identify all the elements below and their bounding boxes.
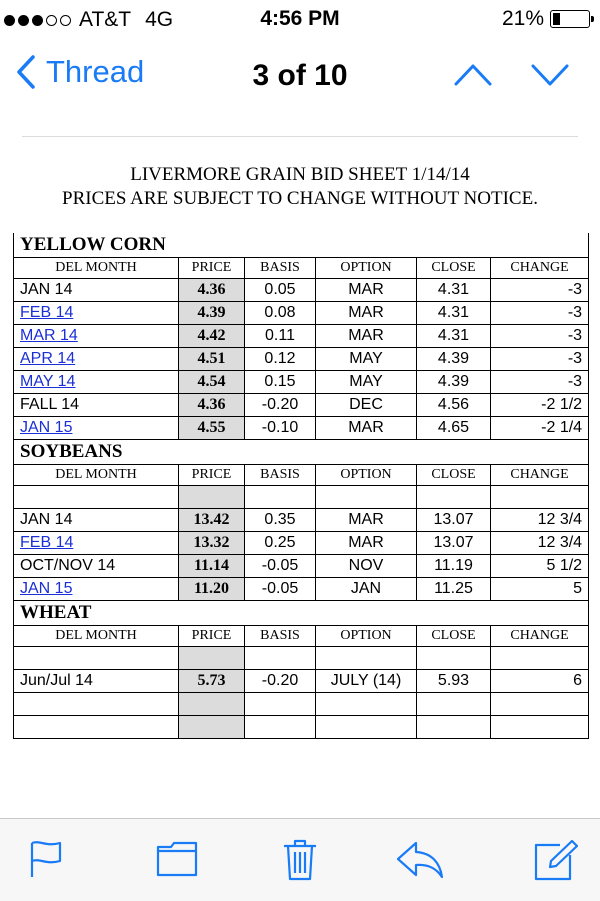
table-row (14, 348, 589, 371)
column-header-month: DEL MONTH (14, 465, 179, 486)
cell-basis: -0.05 (245, 555, 316, 578)
cell-change: -3 (491, 371, 589, 394)
month-link[interactable]: JAN 15 (20, 580, 73, 597)
cell-basis (245, 716, 316, 739)
cell-close (417, 647, 491, 670)
cell-basis: -0.10 (245, 417, 316, 440)
column-header-month: DEL MONTH (14, 626, 179, 647)
column-header-option: OPTION (316, 465, 417, 486)
next-message-button[interactable] (530, 62, 570, 93)
battery-icon (550, 10, 590, 28)
column-header-row (14, 626, 589, 647)
cell-close: 11.19 (417, 555, 491, 578)
cell-change (491, 647, 589, 670)
cell-close: 4.31 (417, 302, 491, 325)
month-link[interactable]: MAY 14 (20, 373, 76, 390)
table-row (14, 371, 589, 394)
compose-icon (534, 839, 578, 881)
cell-close: 11.25 (417, 578, 491, 601)
cell-month (14, 302, 179, 325)
cell-price: 4.39 (179, 302, 245, 325)
cell-close: 13.07 (417, 509, 491, 532)
table-row (14, 394, 589, 417)
page-title: 3 of 10 (252, 59, 348, 92)
table-row (14, 670, 589, 693)
cell-basis: -0.20 (245, 394, 316, 417)
month-link[interactable]: FEB 14 (20, 304, 74, 321)
previous-message-button[interactable] (453, 62, 493, 93)
column-header-change: CHANGE (491, 258, 589, 279)
cell-price: 4.42 (179, 325, 245, 348)
table-row (14, 325, 589, 348)
cell-basis (245, 693, 316, 716)
document-title: LIVERMORE GRAIN BID SHEET 1/14/14 (130, 164, 470, 185)
cell-month: JAN 14 (14, 509, 179, 532)
cell-month (14, 716, 179, 739)
cell-month: OCT/NOV 14 (14, 555, 179, 578)
cell-option: MAY (316, 348, 417, 371)
carrier-label: AT&T (79, 8, 132, 31)
cell-price (179, 693, 245, 716)
cell-month (14, 532, 179, 555)
table-row (14, 555, 589, 578)
cell-month (14, 371, 179, 394)
table-row (14, 693, 589, 716)
cell-change: -3 (491, 325, 589, 348)
cell-option: MAR (316, 509, 417, 532)
cell-close (417, 716, 491, 739)
table-row (14, 509, 589, 532)
column-header-row (14, 258, 589, 279)
cell-month (14, 647, 179, 670)
column-header-month: DEL MONTH (14, 258, 179, 279)
column-header-price: PRICE (179, 626, 245, 647)
column-header-change: CHANGE (491, 626, 589, 647)
table-row (14, 532, 589, 555)
cell-basis: 0.08 (245, 302, 316, 325)
cell-basis: -0.20 (245, 670, 316, 693)
bottom-toolbar (0, 818, 600, 901)
reply-button[interactable] (396, 839, 444, 884)
cell-price: 11.14 (179, 555, 245, 578)
cell-price: 5.73 (179, 670, 245, 693)
cell-change: 5 (491, 578, 589, 601)
cell-change: -3 (491, 348, 589, 371)
cell-basis: 0.05 (245, 279, 316, 302)
column-header-basis: BASIS (245, 626, 316, 647)
back-label: Thread (46, 54, 145, 89)
cell-change (491, 693, 589, 716)
column-header-option: OPTION (316, 258, 417, 279)
cell-month (14, 325, 179, 348)
section-header (14, 601, 589, 626)
column-header-basis: BASIS (245, 465, 316, 486)
section-header (14, 233, 589, 258)
table-row (14, 647, 589, 670)
cell-option: MAR (316, 279, 417, 302)
cell-close: 4.39 (417, 348, 491, 371)
section-title: WHEAT (14, 601, 589, 626)
cell-basis (245, 486, 316, 509)
trash-icon (282, 839, 318, 881)
grain-bid-table (13, 233, 589, 739)
month-link[interactable]: JAN 15 (20, 419, 73, 436)
table-row (14, 302, 589, 325)
cell-price: 13.32 (179, 532, 245, 555)
cell-close: 13.07 (417, 532, 491, 555)
cell-change: 12 3/4 (491, 509, 589, 532)
chevron-up-icon (453, 62, 493, 88)
table-row (14, 578, 589, 601)
section-title: SOYBEANS (14, 440, 589, 465)
column-header-price: PRICE (179, 258, 245, 279)
cell-option (316, 486, 417, 509)
column-header-basis: BASIS (245, 258, 316, 279)
month-link[interactable]: FEB 14 (20, 534, 74, 551)
cell-basis: -0.05 (245, 578, 316, 601)
delete-button[interactable] (282, 839, 318, 886)
cell-change: 12 3/4 (491, 532, 589, 555)
cell-month: Jun/Jul 14 (14, 670, 179, 693)
cell-price (179, 486, 245, 509)
table-row (14, 279, 589, 302)
navigation-bar (0, 38, 600, 122)
cell-option: MAR (316, 417, 417, 440)
flag-icon (28, 839, 64, 879)
cell-option: MAR (316, 532, 417, 555)
status-bar (0, 0, 600, 38)
month-link[interactable]: APR 14 (20, 350, 76, 367)
cell-close: 4.31 (417, 279, 491, 302)
compose-button[interactable] (534, 839, 578, 886)
cell-month (14, 486, 179, 509)
cell-price (179, 647, 245, 670)
cell-month (14, 417, 179, 440)
cell-option: MAR (316, 302, 417, 325)
table-row (14, 417, 589, 440)
cell-change: -3 (491, 302, 589, 325)
cell-option: DEC (316, 394, 417, 417)
cell-month: JAN 14 (14, 279, 179, 302)
network-label: 4G (145, 8, 174, 31)
cell-price (179, 716, 245, 739)
cell-price: 11.20 (179, 578, 245, 601)
table-row (14, 486, 589, 509)
cell-price: 13.42 (179, 509, 245, 532)
attachment-document (0, 124, 600, 814)
column-header-close: CLOSE (417, 258, 491, 279)
cell-close: 5.93 (417, 670, 491, 693)
cell-change: -2 1/2 (491, 394, 589, 417)
cell-option (316, 716, 417, 739)
cell-change: 5 1/2 (491, 555, 589, 578)
cell-option: NOV (316, 555, 417, 578)
move-to-folder-button[interactable] (156, 839, 198, 884)
cell-close: 4.31 (417, 325, 491, 348)
cell-option: JULY (14) (316, 670, 417, 693)
cell-option: JAN (316, 578, 417, 601)
cell-close: 4.56 (417, 394, 491, 417)
cell-price: 4.36 (179, 279, 245, 302)
cell-close (417, 693, 491, 716)
cell-price: 4.54 (179, 371, 245, 394)
document-notice: PRICES ARE SUBJECT TO CHANGE WITHOUT NOTICE. (62, 188, 538, 209)
cell-close (417, 486, 491, 509)
reply-icon (396, 839, 444, 879)
cell-price: 4.55 (179, 417, 245, 440)
cell-option: MAR (316, 325, 417, 348)
flag-button[interactable] (28, 839, 64, 884)
column-header-close: CLOSE (417, 626, 491, 647)
cell-close: 4.65 (417, 417, 491, 440)
cell-change: -3 (491, 279, 589, 302)
cell-month: FALL 14 (14, 394, 179, 417)
cell-price: 4.51 (179, 348, 245, 371)
section-header (14, 440, 589, 465)
clock: 4:56 PM (260, 7, 340, 30)
folder-icon (156, 839, 198, 879)
column-header-price: PRICE (179, 465, 245, 486)
column-header-close: CLOSE (417, 465, 491, 486)
cell-option (316, 647, 417, 670)
battery-percent: 21% (501, 7, 544, 30)
cell-basis: 0.15 (245, 371, 316, 394)
cell-change (491, 486, 589, 509)
cell-basis: 0.25 (245, 532, 316, 555)
cell-change (491, 716, 589, 739)
cell-basis: 0.12 (245, 348, 316, 371)
cell-month (14, 693, 179, 716)
cell-month (14, 578, 179, 601)
cell-month (14, 348, 179, 371)
section-title: YELLOW CORN (14, 233, 589, 258)
column-header-option: OPTION (316, 626, 417, 647)
column-header-row (14, 465, 589, 486)
cell-price: 4.36 (179, 394, 245, 417)
cell-basis: 0.35 (245, 509, 316, 532)
chevron-down-icon (530, 62, 570, 88)
cell-change: 6 (491, 670, 589, 693)
cell-close: 4.39 (417, 371, 491, 394)
month-link[interactable]: MAR 14 (20, 327, 78, 344)
cell-option: MAY (316, 371, 417, 394)
cell-basis: 0.11 (245, 325, 316, 348)
cell-basis (245, 647, 316, 670)
table-row (14, 716, 589, 739)
cell-change: -2 1/4 (491, 417, 589, 440)
cell-option (316, 693, 417, 716)
column-header-change: CHANGE (491, 465, 589, 486)
